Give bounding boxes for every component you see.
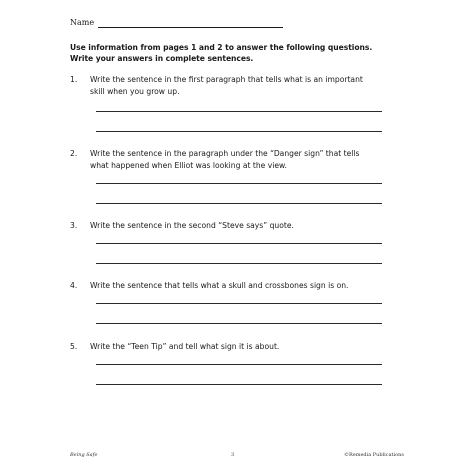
question-number: 2. [70,149,78,158]
answer-line-1a[interactable] [96,111,382,112]
question-text-line: Write the “Teen Tip” and tell what sign it is about. [90,342,280,351]
question-text-line: Write the sentence in the first paragraph that tells what is an important [90,75,363,84]
question-text [90,280,390,292]
instructions [70,42,400,64]
answer-line-1b[interactable] [96,131,382,132]
answer-line-4a[interactable] [96,303,382,304]
name-label: Name [70,18,95,27]
question-text-line: Write the sentence that tells what a skull and crossbones sign is on. [90,281,349,290]
question-text-line: Write the sentence in the paragraph under the “Danger sign” that tells [90,149,360,158]
answer-line-2a[interactable] [96,183,382,184]
name-blank-line [98,19,283,28]
answer-line-4b[interactable] [96,323,382,324]
question-text-line: Write the sentence in the second “Steve says” quote. [90,221,294,230]
instructions-line-1: Use information from pages 1 and 2 to answer the following questions. [70,43,373,52]
instructions-line-2: Write your answers in complete sentences. [70,54,254,63]
answer-line-5a[interactable] [96,364,382,365]
page-number: 3 [231,452,235,458]
question-number: 5. [70,342,78,351]
question-text [90,220,390,232]
answer-line-3b[interactable] [96,263,382,264]
question-number: 1. [70,75,78,84]
name-field [70,18,283,28]
answer-line-2b[interactable] [96,203,382,204]
question-text [90,74,390,97]
question-text-line: skill when you grow up. [90,86,180,96]
footer-title: Being Safe [70,452,98,458]
question-text [90,341,390,353]
question-number: 4. [70,281,78,290]
question-number: 3. [70,221,78,230]
question-text [90,148,390,171]
question-text-line: what happened when Elliot was looking at the view. [90,160,287,170]
answer-line-5b[interactable] [96,384,382,385]
answer-line-3a[interactable] [96,243,382,244]
footer-publisher: ©Remedia Publications [344,452,404,458]
